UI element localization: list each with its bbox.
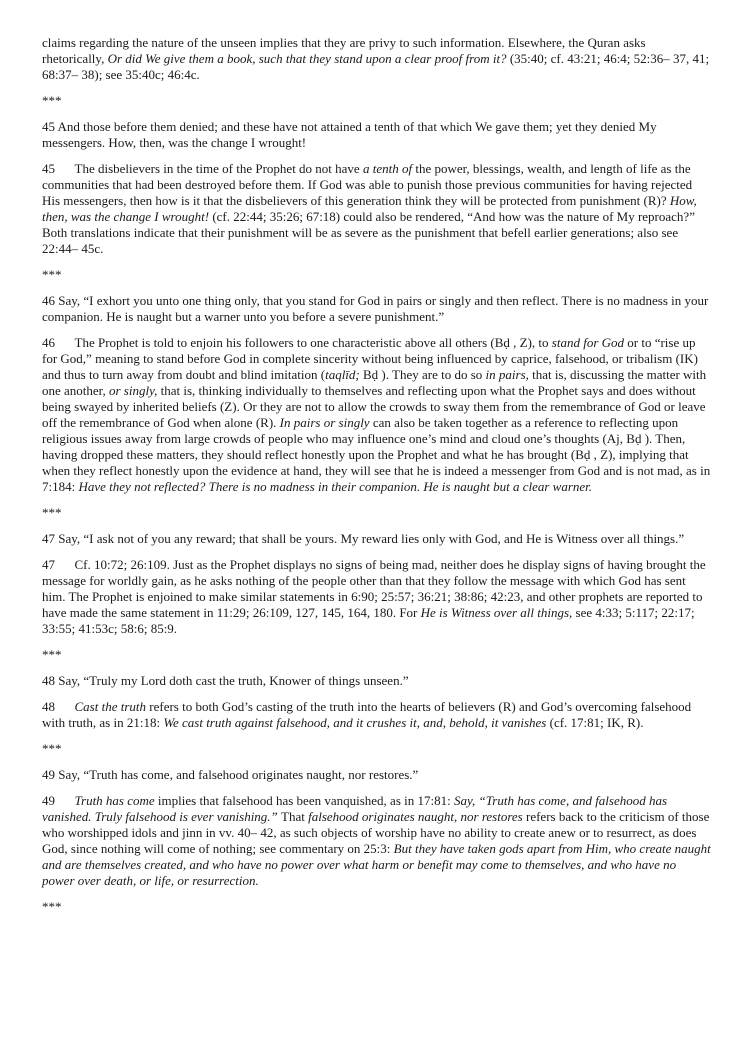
text-run: 45 The disbelievers in the time of the Prophet do not have [42, 161, 363, 176]
separator-2: *** [42, 267, 62, 282]
italic-text-run: But they have taken gods apart from Him, who create naught and are themselves created, and who have no power over what harm or benefit may come to themselves, and who have no power over death, or life, or resurrection. [42, 841, 715, 888]
italic-text-run: How, then, was the change I wrought! [42, 193, 700, 224]
text-run: can also be taken together as a reference to reflecting upon religious issues away from large crowds of people who may influence one’s mind and cloud one’s thoughts (Aj, Bḍ ). Then, having dropped these matters, they should reflect honestly upon the Prophet and what he has brought (Bḍ , Z), implying that when they reflect honestly upon the evidence at hand, they will see that he is indeed a messenger from God and is not mad, as in 7:184: [42, 415, 714, 494]
text-run: 48 [42, 699, 75, 714]
commentary-47 [42, 557, 711, 637]
text-run: see 4:33; 5:117; 22:17; 33:55; 41:53c; 58:6; 85:9. [42, 605, 698, 636]
italic-text-run: Or did We give them a book, such that they stand upon a clear proof from it? [107, 51, 510, 66]
italic-text-run: a tenth of [362, 161, 416, 176]
italic-text-run: He is Witness over all things, [420, 605, 576, 620]
text-run: the power, blessings, wealth, and length of life as the communities that had been destroyed before them. If God was able to punish those previous communities for having rejected His messengers, then how is it that the disbelievers of this generation think they will be protected from punishment (R)? [42, 161, 696, 208]
text-run: or to “rise up for God,” meaning to stand before God in complete sincerity without being influenced by caprice, falsehood, or tribalism (IK) and thus to turn away from doubt and blind imitation ( [42, 335, 702, 382]
italic-text-run: taqlīd; [325, 367, 363, 382]
separator-4: *** [42, 647, 62, 662]
italic-text-run: falsehood originates naught, nor restores [308, 809, 526, 824]
commentary-45 [42, 161, 711, 257]
italic-text-run: Say, “Truth has come, and falsehood has vanished. Truly falsehood is ever vanishing.” [42, 793, 671, 824]
italic-text-run: Truth has come [74, 793, 158, 808]
separator-6: *** [42, 899, 62, 914]
commentary-49 [42, 793, 715, 889]
separator-3: *** [42, 505, 62, 520]
separator-5: *** [42, 741, 62, 756]
text-run: (cf. 17:81; IK, R). [549, 715, 644, 730]
text-run: That [281, 809, 309, 824]
text-run: claims regarding the nature of the unseen implies that they are privy to such information. Elsewhere, the Quran asks rhetorically, [42, 35, 649, 66]
text-run: 47 Say, “I ask not of you any reward; that shall be yours. My reward lies only with God, and He is Witness over all things.” [42, 531, 685, 546]
italic-text-run: Cast the truth [74, 699, 150, 714]
text-run: Bḍ ). They are to do so [363, 367, 486, 382]
text-run: (35:40; cf. 43:21; 46:4; 52:36– 37, 41; 68:37– 38); see 35:40c; 46:4c. [42, 51, 713, 82]
paragraph-continuation [42, 35, 711, 83]
text-run: refers to both God’s casting of the truth into the hearts of believers (R) and God’s overcoming falsehood with truth, as in 21:18: [42, 699, 695, 730]
text-run: that is, thinking individually to themselves and reflecting upon what the Prophet says and does without being swayed by inherited beliefs (Z). Or they are not to allow the crowds to sway them from the remembrance of God or leave off the remembrance of God when alone (R). [42, 383, 709, 430]
text-run: (cf. 22:44; 35:26; 67:18) could also be rendered, “And how was the nature of My reproach?” Both translations indicate that their punishment will be as severe as the punishment that befell earlier generations; also see 22:44– 45c. [42, 209, 699, 256]
verse-47 [42, 531, 711, 547]
commentary-48 [42, 699, 711, 731]
italic-text-run: In pairs or singly [279, 415, 373, 430]
text-run: implies that falsehood has been vanquished, as in 17:81: [157, 793, 454, 808]
verse-49 [42, 767, 711, 783]
text-run: refers back to the criticism of those who worshipped idols and jinn in vv. 40– 42, as such objects of worship have no ability to create anew or to resurrect, as does God, since nothing will come of nothing; see commentary on 25:3: [42, 809, 713, 856]
verse-46 [42, 293, 711, 325]
text-run: 46 Say, “I exhort you unto one thing only, that you stand for God in pairs or singly and then reflect. There is no madness in your companion. He is naught but a warner unto you before a severe punishment.” [42, 293, 712, 324]
text-run: 48 Say, “Truly my Lord doth cast the truth, Knower of things unseen.” [42, 673, 409, 688]
italic-text-run: Have they not reflected? There is no madness in their companion. He is naught but a clear warner. [78, 479, 593, 494]
text-run: 46 The Prophet is told to enjoin his followers to one characteristic above all others (Bḍ , Z), to [42, 335, 552, 350]
text-run: 45 And those before them denied; and these have not attained a tenth of that which We gave them; yet they denied My messengers. How, then, was the change I wrought! [42, 119, 660, 150]
verse-48 [42, 673, 711, 689]
separator-1: *** [42, 93, 62, 108]
commentary-46 [42, 335, 714, 495]
italic-text-run: in pairs, [485, 367, 533, 382]
text-run: 49 Say, “Truth has come, and falsehood originates naught, nor restores.” [42, 767, 419, 782]
text-run: 47 Cf. 10:72; 26:109. Just as the Prophet displays no signs of being mad, neither does he display signs of having brought the message for worldly gain, as he asks nothing of the people other than that they follow the message with which God has sent him. The Prophet is enjoined to make similar statements in 6:90; 25:57; 36:21; 38:86; 42:23, and other prophets are reported to have made the same statement in 11:29; 26:109, 127, 145, 164, 180. For [42, 557, 709, 620]
verse-45 [42, 119, 711, 151]
italic-text-run: We cast truth against falsehood, and it crushes it, and, behold, it vanishes [163, 715, 550, 730]
text-run: that is, discussing the matter with one another, [42, 367, 710, 398]
italic-text-run: stand for God [551, 335, 628, 350]
text-run: 49 [42, 793, 75, 808]
italic-text-run: or singly, [108, 383, 161, 398]
